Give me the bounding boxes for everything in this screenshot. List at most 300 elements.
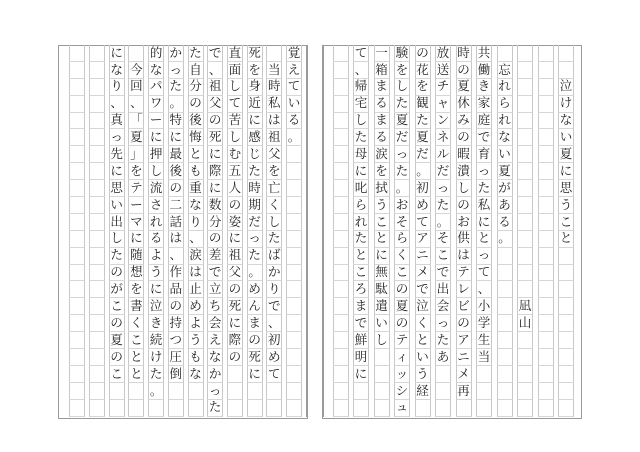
manuscript-cell: 、 [109, 96, 125, 113]
manuscript-cell: 夏 [394, 298, 410, 315]
manuscript-cell: テ [456, 265, 472, 282]
manuscript-cell: れ [497, 113, 513, 130]
manuscript-cell: で [353, 315, 369, 332]
manuscript-cell [69, 146, 85, 163]
manuscript-cell [538, 349, 554, 366]
manuscript-cell: は [168, 231, 184, 248]
manuscript-cell: 。 [497, 231, 513, 248]
manuscript-cell: 差 [207, 248, 223, 265]
manuscript-cell: 後 [188, 113, 204, 130]
manuscript-cell: 直 [227, 45, 243, 62]
manuscript-cell: む [227, 146, 243, 163]
manuscript-cell [558, 281, 574, 298]
manuscript-cell [333, 349, 349, 366]
manuscript-cell: ビ [456, 298, 472, 315]
manuscript-cell: め [415, 197, 431, 214]
manuscript-cell: た [353, 231, 369, 248]
manuscript-cell [286, 315, 302, 332]
manuscript-cell: と [128, 349, 144, 366]
manuscript-cell [69, 113, 85, 130]
manuscript-cell: の [415, 45, 431, 62]
manuscript-cell: 死 [227, 298, 243, 315]
manuscript-cell [69, 332, 85, 349]
manuscript-cell: 暇 [456, 146, 472, 163]
manuscript-column [435, 45, 451, 417]
manuscript-cell [333, 366, 349, 383]
manuscript-cell: っ [247, 231, 263, 248]
manuscript-cell [517, 146, 533, 163]
manuscript-cell: の [456, 62, 472, 79]
manuscript-cell: を [247, 62, 263, 79]
manuscript-cell [374, 366, 390, 383]
manuscript-cell: 祖 [266, 129, 282, 146]
manuscript-cell: 当 [266, 62, 282, 79]
manuscript-cell: あ [497, 197, 513, 214]
manuscript-cell [69, 79, 85, 96]
manuscript-cell: ば [266, 248, 282, 265]
manuscript-cell: き [476, 79, 492, 96]
manuscript-cell [286, 197, 302, 214]
manuscript-column [148, 45, 164, 417]
manuscript-cell: っ [476, 163, 492, 180]
manuscript-cell: ち [207, 298, 223, 315]
manuscript-column [227, 45, 243, 417]
manuscript-cell [517, 129, 533, 146]
manuscript-cell [286, 180, 302, 197]
manuscript-cell: で [435, 265, 451, 282]
manuscript-cell: な [109, 62, 125, 79]
manuscript-column [247, 45, 263, 417]
manuscript-cell [538, 79, 554, 96]
manuscript-cell: 時 [247, 180, 263, 197]
manuscript-column [538, 45, 554, 417]
manuscript-cell: 遣 [374, 298, 390, 315]
manuscript-cell: ワ [148, 96, 164, 113]
manuscript-cell: く [128, 315, 144, 332]
manuscript-cell: テ [128, 180, 144, 197]
manuscript-cell: マ [128, 214, 144, 231]
manuscript-cell: 時 [456, 45, 472, 62]
manuscript-cell [89, 400, 105, 417]
manuscript-cell [89, 62, 105, 79]
manuscript-cell: 続 [148, 332, 164, 349]
manuscript-cell: だ [394, 129, 410, 146]
manuscript-cell: 小 [476, 298, 492, 315]
manuscript-cell: な [497, 129, 513, 146]
center-fold-band [306, 45, 324, 417]
manuscript-cell: 花 [415, 62, 431, 79]
manuscript-cell: っ [109, 129, 125, 146]
manuscript-cell: 駄 [374, 281, 390, 298]
manuscript-cell: い [415, 349, 431, 366]
manuscript-cell: 生 [476, 332, 492, 349]
manuscript-cell: 泣 [415, 298, 431, 315]
manuscript-cell: る [286, 113, 302, 130]
manuscript-cell: が [109, 281, 125, 298]
manuscript-cell: 、 [128, 96, 144, 113]
manuscript-cell [89, 214, 105, 231]
manuscript-cell [517, 180, 533, 197]
manuscript-cell: 作 [168, 265, 184, 282]
manuscript-cell: 最 [168, 146, 184, 163]
manuscript-cell: を [415, 79, 431, 96]
manuscript-cell [558, 332, 574, 349]
manuscript-cell [69, 383, 85, 400]
manuscript-cell: 随 [128, 248, 144, 265]
manuscript-cell: の [109, 315, 125, 332]
manuscript-cell: い [286, 96, 302, 113]
manuscript-cell [558, 400, 574, 417]
manuscript-cell [69, 298, 85, 315]
manuscript-cell: 涙 [374, 146, 390, 163]
manuscript-cell: 的 [148, 45, 164, 62]
manuscript-cell [286, 231, 302, 248]
manuscript-cell [89, 113, 105, 130]
manuscript-cell: ニ [456, 349, 472, 366]
manuscript-cell: 帰 [353, 79, 369, 96]
manuscript-cell: に [247, 113, 263, 130]
manuscript-cell: 当 [476, 349, 492, 366]
manuscript-cell [558, 383, 574, 400]
manuscript-cell: 祖 [227, 248, 243, 265]
manuscript-cell [89, 129, 105, 146]
manuscript-cell: に [207, 146, 223, 163]
manuscript-cell [333, 315, 349, 332]
manuscript-cell: 姿 [227, 214, 243, 231]
manuscript-cell: は [188, 265, 204, 282]
manuscript-cell: 」 [128, 146, 144, 163]
manuscript-cell: み [456, 113, 472, 130]
manuscript-cell: 出 [435, 281, 451, 298]
manuscript-cell: て [227, 96, 243, 113]
manuscript-cell [69, 281, 85, 298]
manuscript-cell: 圧 [168, 349, 184, 366]
manuscript-cell: は [456, 248, 472, 265]
manuscript-cell: た [266, 231, 282, 248]
manuscript-cell: れ [148, 214, 164, 231]
manuscript-cell [558, 315, 574, 332]
manuscript-cell: パ [148, 79, 164, 96]
manuscript-cell: 庭 [476, 113, 492, 130]
manuscript-cell: 私 [266, 96, 282, 113]
manuscript-cell [435, 383, 451, 400]
manuscript-cell: に [558, 163, 574, 180]
manuscript-cell [333, 248, 349, 265]
manuscript-cell [247, 383, 263, 400]
manuscript-cell: 父 [227, 265, 243, 282]
manuscript-cell [497, 265, 513, 282]
manuscript-cell: っ [207, 383, 223, 400]
manuscript-cell: 放 [435, 45, 451, 62]
manuscript-cell: で [207, 265, 223, 282]
manuscript-cell: た [435, 197, 451, 214]
manuscript-cell: こ [558, 214, 574, 231]
manuscript-cell: と [415, 332, 431, 349]
manuscript-cell [89, 383, 105, 400]
manuscript-cell [333, 129, 349, 146]
manuscript-cell: る [148, 231, 164, 248]
manuscript-cell: を [266, 163, 282, 180]
manuscript-cell [517, 281, 533, 298]
manuscript-cell: な [188, 197, 204, 214]
manuscript-cell [266, 400, 282, 417]
manuscript-cell [517, 349, 533, 366]
manuscript-cell: た [476, 180, 492, 197]
manuscript-cell: 観 [415, 96, 431, 113]
manuscript-cell: う [188, 332, 204, 349]
manuscript-cell [517, 400, 533, 417]
manuscript-cell [286, 366, 302, 383]
manuscript-cell: 涙 [188, 248, 204, 265]
manuscript-cell: な [207, 349, 223, 366]
manuscript-cell [538, 146, 554, 163]
manuscript-cell [497, 45, 513, 62]
manuscript-cell [353, 383, 369, 400]
manuscript-cell [374, 349, 390, 366]
manuscript-cell: に [476, 214, 492, 231]
manuscript-cell: う [374, 197, 390, 214]
manuscript-cell [497, 315, 513, 332]
manuscript-cell: 近 [247, 96, 263, 113]
manuscript-cell: が [497, 180, 513, 197]
manuscript-cell: で [266, 298, 282, 315]
manuscript-cell: こ [435, 248, 451, 265]
manuscript-cell: に [207, 180, 223, 197]
manuscript-column [286, 45, 302, 417]
manuscript-cell [517, 79, 533, 96]
manuscript-cell: 流 [148, 180, 164, 197]
manuscript-cell: 拭 [374, 180, 390, 197]
manuscript-cell: お [456, 214, 472, 231]
manuscript-cell [497, 332, 513, 349]
manuscript-cell [69, 214, 85, 231]
manuscript-cell: 働 [476, 62, 492, 79]
manuscript-cell [538, 248, 554, 265]
manuscript-cell: の [207, 113, 223, 130]
manuscript-cell: 、 [353, 62, 369, 79]
manuscript-cell: る [497, 214, 513, 231]
manuscript-cell: 死 [247, 349, 263, 366]
manuscript-cell [517, 197, 533, 214]
manuscript-cell: た [435, 332, 451, 349]
manuscript-cell: 出 [109, 214, 125, 231]
manuscript-cell: チ [435, 79, 451, 96]
manuscript-cell: 先 [109, 146, 125, 163]
manuscript-cell: う [558, 197, 574, 214]
manuscript-cell: た [148, 366, 164, 383]
manuscript-cell [89, 197, 105, 214]
manuscript-cell [497, 349, 513, 366]
manuscript-cell: し [109, 231, 125, 248]
manuscript-cell: る [374, 96, 390, 113]
manuscript-cell: 箱 [374, 62, 390, 79]
manuscript-cell: 無 [374, 265, 390, 282]
manuscript-cell [333, 281, 349, 298]
manuscript-cell: の [168, 180, 184, 197]
manuscript-cell: ー [148, 113, 164, 130]
manuscript-cell: の [394, 315, 410, 332]
manuscript-cell [69, 62, 85, 79]
manuscript-column [188, 45, 204, 417]
manuscript-cell: よ [188, 315, 204, 332]
manuscript-cell [538, 45, 554, 62]
manuscript-cell: い [374, 315, 390, 332]
manuscript-cell: 重 [188, 180, 204, 197]
manuscript-cell: ィ [394, 349, 410, 366]
manuscript-cell: に [168, 129, 184, 146]
manuscript-cell [69, 96, 85, 113]
manuscript-cell [333, 298, 349, 315]
manuscript-cell: そ [394, 214, 410, 231]
manuscript-cell: め [247, 281, 263, 298]
manuscript-cell [538, 383, 554, 400]
manuscript-cell: 供 [456, 231, 472, 248]
manuscript-cell: 。 [168, 96, 184, 113]
manuscript-cell [497, 400, 513, 417]
manuscript-cell [286, 349, 302, 366]
manuscript-cell: 話 [168, 214, 184, 231]
manuscript-cell [435, 366, 451, 383]
manuscript-cell: 際 [227, 332, 243, 349]
manuscript-cell [558, 298, 574, 315]
manuscript-column [394, 45, 410, 417]
manuscript-cell: た [188, 45, 204, 62]
manuscript-cell: も [188, 349, 204, 366]
manuscript-cell: で [476, 129, 492, 146]
manuscript-column [497, 45, 513, 417]
manuscript-cell [286, 298, 302, 315]
manuscript-cell: ま [374, 79, 390, 96]
manuscript-cell [538, 113, 554, 130]
manuscript-cell: 。 [247, 265, 263, 282]
manuscript-column [89, 45, 105, 417]
manuscript-cell [538, 400, 554, 417]
manuscript-cell: め [266, 349, 282, 366]
manuscript-cell: っ [168, 62, 184, 79]
manuscript-cell: し [456, 180, 472, 197]
manuscript-cell [69, 45, 85, 62]
manuscript-cell [517, 265, 533, 282]
manuscript-cell: り [266, 281, 282, 298]
manuscript-cell [497, 383, 513, 400]
manuscript-cell: 。 [394, 180, 410, 197]
manuscript-cell: 休 [456, 96, 472, 113]
manuscript-cell: 真 [109, 113, 125, 130]
manuscript-cell [517, 62, 533, 79]
manuscript-cell: 押 [148, 146, 164, 163]
manuscript-cell: か [266, 265, 282, 282]
manuscript-cell: と [476, 231, 492, 248]
manuscript-cell [89, 231, 105, 248]
manuscript-cell [188, 383, 204, 400]
manuscript-cell [128, 400, 144, 417]
manuscript-cell: り [109, 79, 125, 96]
manuscript-cell: と [353, 248, 369, 265]
manuscript-cell: 学 [476, 315, 492, 332]
manuscript-cell [286, 265, 302, 282]
manuscript-cell: し [227, 129, 243, 146]
manuscript-cell: て [476, 265, 492, 282]
manuscript-cell: レ [456, 281, 472, 298]
manuscript-cell: れ [497, 79, 513, 96]
manuscript-cell [69, 248, 85, 265]
manuscript-cell: に [128, 231, 144, 248]
manuscript-cell: か [207, 366, 223, 383]
manuscript-cell: こ [128, 332, 144, 349]
manuscript-cell: け [148, 349, 164, 366]
manuscript-cell: 「 [128, 113, 144, 130]
manuscript-cell: に [353, 163, 369, 180]
manuscript-cell: ろ [353, 281, 369, 298]
manuscript-cell [227, 366, 243, 383]
manuscript-cell: だ [415, 146, 431, 163]
manuscript-cell: う [148, 265, 164, 282]
manuscript-cell: あ [435, 349, 451, 366]
manuscript-cell: に [148, 129, 164, 146]
manuscript-cell: に [109, 45, 125, 62]
manuscript-cell [558, 248, 574, 265]
manuscript-cell [333, 231, 349, 248]
manuscript-cell: 死 [247, 45, 263, 62]
manuscript-cell [517, 163, 533, 180]
manuscript-cell: の [227, 281, 243, 298]
manuscript-cell: く [266, 197, 282, 214]
manuscript-cell: で [207, 45, 223, 62]
manuscript-cell: 身 [247, 79, 263, 96]
manuscript-cell: え [207, 332, 223, 349]
manuscript-cell: し [353, 113, 369, 130]
manuscript-cell: の [456, 315, 472, 332]
manuscript-cell: た [247, 163, 263, 180]
manuscript-cell [538, 197, 554, 214]
manuscript-cell: か [168, 45, 184, 62]
manuscript-cell [109, 383, 125, 400]
manuscript-cell: 泣 [148, 298, 164, 315]
manuscript-cell: 。 [435, 214, 451, 231]
manuscript-cell [333, 180, 349, 197]
manuscript-cell [538, 298, 554, 315]
manuscript-cell: 期 [247, 197, 263, 214]
manuscript-cell [333, 214, 349, 231]
manuscript-cell: 書 [128, 298, 144, 315]
manuscript-cell: 父 [266, 146, 282, 163]
manuscript-cell [89, 163, 105, 180]
manuscript-cell: ら [394, 231, 410, 248]
manuscript-cell: に [247, 366, 263, 383]
manuscript-cell: だ [247, 214, 263, 231]
manuscript-cell: て [415, 214, 431, 231]
manuscript-cell: た [415, 113, 431, 130]
manuscript-cell: 母 [353, 146, 369, 163]
manuscript-cell: 会 [435, 298, 451, 315]
manuscript-cell: 死 [207, 129, 223, 146]
manuscript-cell: に [227, 315, 243, 332]
manuscript-cell: ュ [394, 400, 410, 417]
manuscript-cell [128, 383, 144, 400]
manuscript-cell: ら [353, 197, 369, 214]
manuscript-cell: ら [497, 96, 513, 113]
manuscript-cell: 凪 [517, 298, 533, 315]
manuscript-cell: 夏 [128, 129, 144, 146]
manuscript-cell: 初 [415, 180, 431, 197]
manuscript-cell: さ [148, 197, 164, 214]
manuscript-cell: に [109, 163, 125, 180]
manuscript-cell: 思 [558, 180, 574, 197]
manuscript-cell: け [558, 96, 574, 113]
manuscript-cell: じ [247, 146, 263, 163]
manuscript-cell [109, 400, 125, 417]
manuscript-cell: そ [435, 231, 451, 248]
